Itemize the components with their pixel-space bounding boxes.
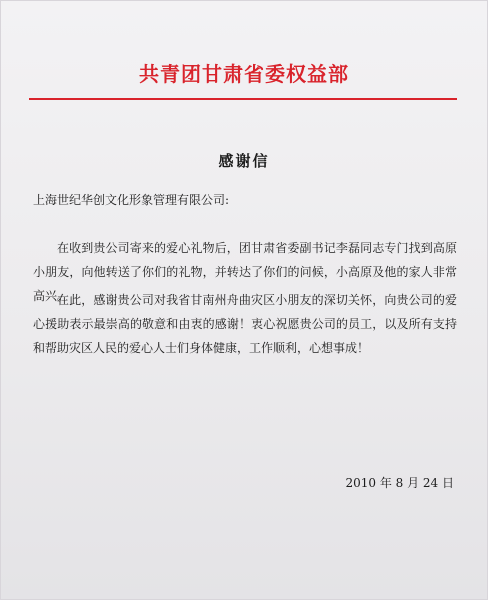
letter-title: 感谢信 — [218, 152, 270, 170]
letter-paragraph-1: 在收到贵公司寄来的爱心礼物后，团甘肃省委副书记李磊同志专门找到高原小朋友，向他转送了你们的礼物，并转达了你们的问候，小高原及他的家人非常高兴。 — [33, 241, 457, 303]
letterhead-organization: 共青团甘肃省委权益部 — [139, 62, 349, 86]
letterhead-divider — [29, 98, 457, 100]
letter-paragraph-2: 在此，感谢贵公司对我省甘南州舟曲灾区小朋友的深切关怀，向贵公司的爱心援助表示最崇高的敬意和由衷的感谢！衷心祝愿贵公司的员工，以及所有支持和帮助灾区人民的爱心人士们身体健康，工作顺利，心想事成！ — [33, 293, 457, 355]
letter-date: 2010 年 8 月 24 日 — [345, 476, 454, 490]
letter-recipient: 上海世纪华创文化形象管理有限公司: — [33, 193, 230, 207]
